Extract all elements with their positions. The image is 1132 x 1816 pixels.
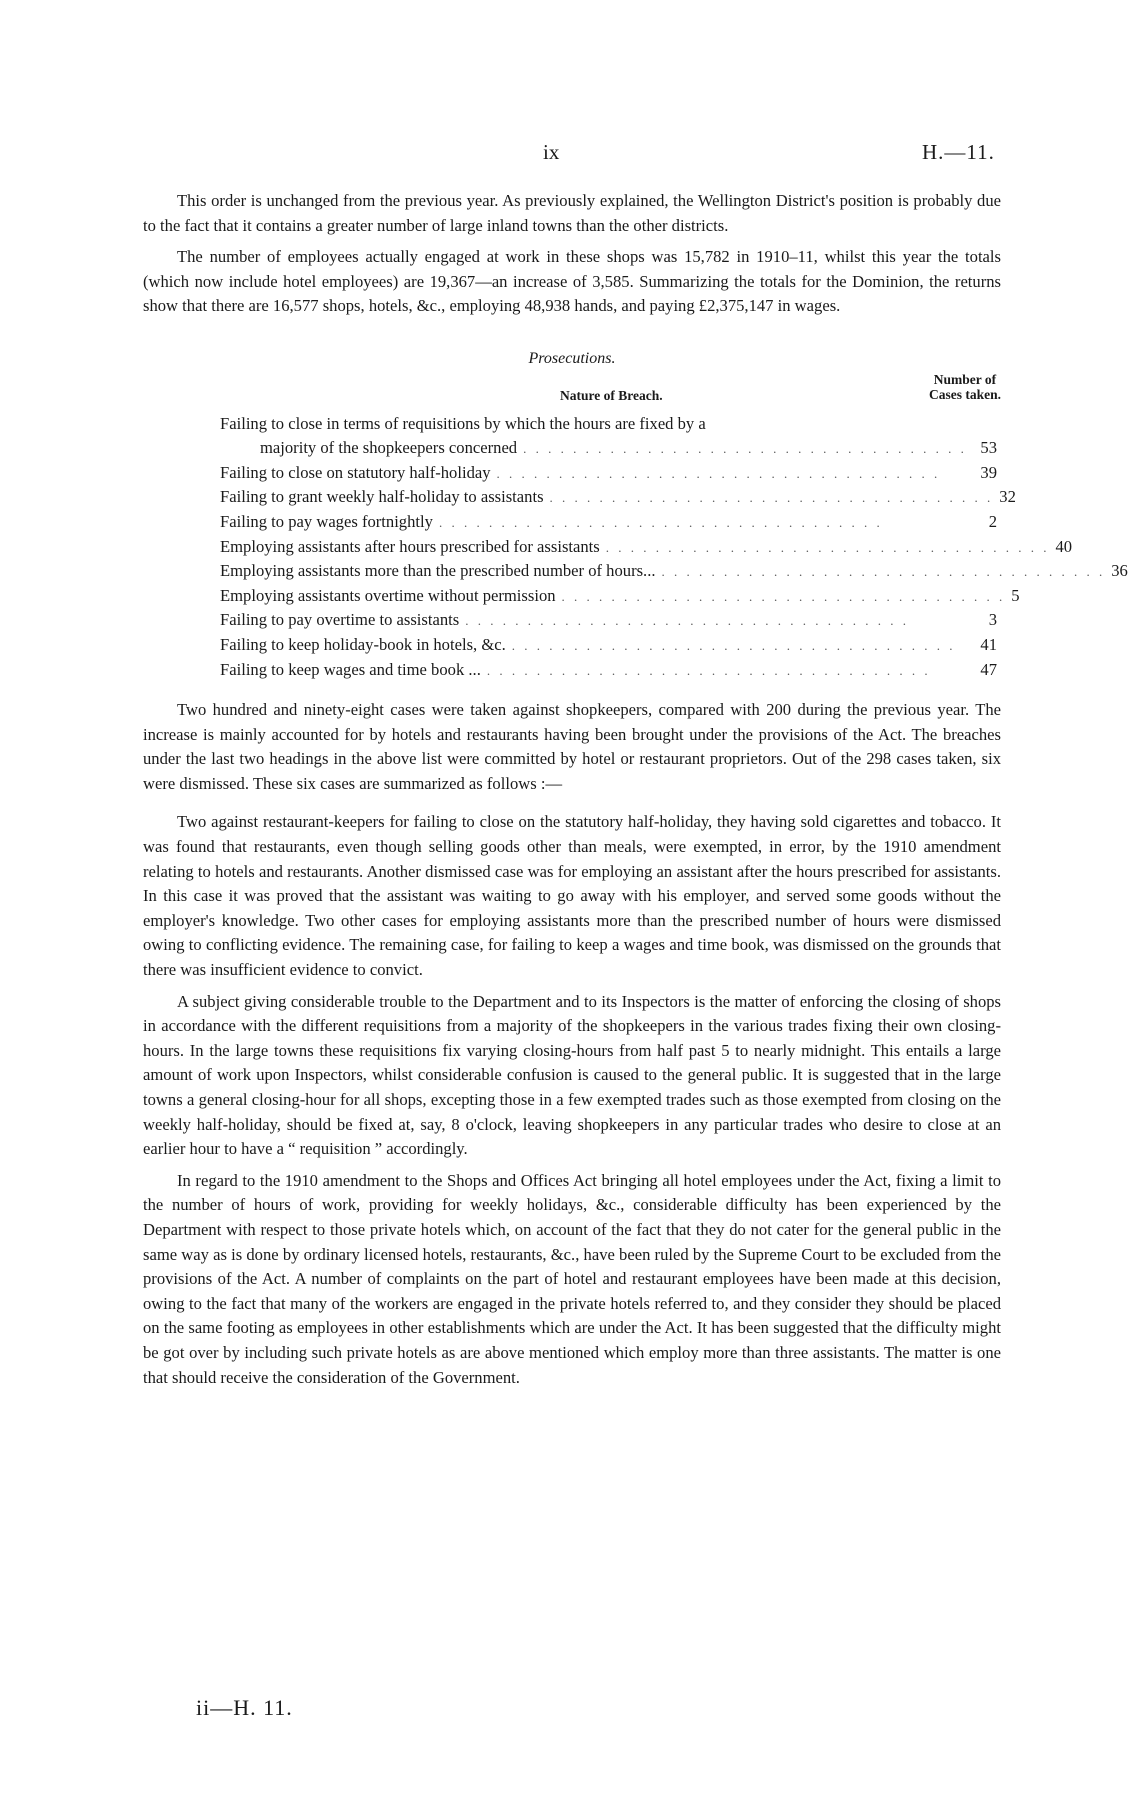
paragraph-private-hotels: In regard to the 1910 amendment to the Shops and Offices Act bringing all hotel employees under the Act, fixing a limit to the number of hours of work, providing for weekly holidays, &c., considerable difficulty has been experienced by the Department with respect to those private hotels which, on account of the fact that they do not cater for the general public in the same way as is done by ordinary licensed hotels, restaurants, &c., have been ruled by the Supreme Court to be excluded from the provisions of the Act. A number of complaints on the part of hotel and restaurant employees have been made at this decision, owing to the fact that many of the workers are engaged in the private hotels referred to, and they consider they should be placed on the same footing as employees in other establishments which are under the Act. It has been suggested that the difficulty might be got over by including such private hotels as are above mentioned which employ more than three assistants. The matter is one that should receive the consideration of the Government. [143,1170,1001,1387]
dot-leader: . . . . . . . . . . . . . . . . . . . . . . . . . . . . . . . . . . . . [465,613,909,629]
paragraph-employee-totals: The number of employees actually engaged at work in these shops was 15,782 in 1910–11, whilst this year the totals (which now include hotel employees) are 19,367—an increase of 3,585. Summarizing the totals for the Dominion, the returns show that there are 16,577 shops, hotels, &c., employing 48,938 hands, and paying £2,375,147 in wages. [143,247,1001,316]
table-row [220,485,1016,510]
case-count: 41 [980,634,997,654]
page-header [0,140,1114,170]
breach-description: Failing to grant weekly half-holiday to assistants [220,487,544,507]
case-count: 2 [988,511,997,531]
prosecutions-table-header [220,371,1001,412]
page-number: ix [543,140,560,164]
breach-description: Employing assistants more than the prescribed number of hours... [220,561,656,581]
breach-description: Failing to keep wages and time book ... [220,659,481,679]
table-row [220,608,1001,633]
case-count: 36 [1111,561,1128,581]
case-count: 3 [988,610,997,630]
dot-leader: . . . . . . . . . . . . . . . . . . . . . . . . . . . . . . . . . . . . [496,465,941,481]
table-row [220,559,1128,584]
dot-leader: . . . . . . . . . . . . . . . . . . . . . . . . . . . . . . . . . . . . [486,662,931,678]
breach-description: Failing to keep holiday-book in hotels, &c. [220,634,506,654]
table-row [220,510,1001,535]
column-header-number [929,372,1001,402]
column-header-number-line1: Number of [933,371,997,387]
document-reference: H.—11. [922,140,995,164]
dot-leader: . . . . . . . . . . . . . . . . . . . . . . . . . . . . . . . . . . . . [661,564,1106,580]
dot-leader: . . . . . . . . . . . . . . . . . . . . . . . . . . . . . . . . . . . . [523,441,967,457]
case-count: 39 [980,462,997,482]
paragraph-closing-hours: A subject giving considerable trouble to the Department and to its Inspectors is the matter of enforcing the closing of shops in accordance with the different requisitions from a majority of the shopkeepers in the various trades fixing their own closing-hours. In the large towns these requisitions fix varying closing-hours from half past 5 to nearly midnight. This entails a large amount of work upon Inspectors, whilst considerable confusion is caused to the general public. It is suggested that in the large towns a general closing-hour for all shops, excepting those in a few exempted trades such as those exempted from closing on the weekly half-holiday, should be fixed at, say, 8 o'clock, leaving shopkeepers in any particular trades who desire to close at an earlier hour to have a “ requisition ” accordingly. [143,991,1001,1159]
signature-mark: ii—H. 11. [196,1695,293,1720]
table-row [220,658,1001,683]
breach-description: Failing to close on statutory half-holiday [220,462,491,482]
case-count: 5 [1011,585,1020,605]
breach-description: Failing to pay wages fortnightly [220,511,433,531]
table-row [220,535,1073,560]
case-count: 53 [980,438,997,458]
section-title-prosecutions: Prosecutions. [528,349,616,367]
case-count: 40 [1055,536,1073,556]
table-row-first-line: Failing to close in terms of requisitions by which the hours are fixed by a [220,413,706,433]
breach-description: majority of the shopkeepers concerned [260,438,518,458]
paragraph-dismissed-cases: Two against restaurant-keepers for failing to close on the statutory half-holiday, they having sold cigarettes and tobacco. It was found that restaurants, even though selling goods other than meals, were exempted, in error, by the 1910 amendment relating to hotels and restaurants. Another dismissed case was for employing an assistant after the hours prescribed for assistants. In this case it was proved that the assistant was waiting to go away with his employer, and served some goods without the employer's knowledge. Two other cases for employing assistants more than the prescribed number of hours were dismissed owing to conflicting evidence. The remaining case, for failing to keep a wages and time book, was dismissed on the grounds that there was insufficient evidence to convict. [143,812,1001,980]
table-row [220,584,1020,609]
prosecutions-table [220,412,1128,683]
dot-leader: . . . . . . . . . . . . . . . . . . . . . . . . . . . . . . . . . . . . [549,490,994,506]
dot-leader: . . . . . . . . . . . . . . . . . . . . . . . . . . . . . . . . . . . . [561,588,1006,604]
paragraph-district-order: This order is unchanged from the previous year. As previously explained, the Wellington District's position is probably due to the fact that it contains a greater number of large inland towns than the other districts. [143,191,1001,235]
table-row [220,633,1001,658]
case-count: 32 [999,487,1016,507]
breach-description: Failing to pay overtime to assistants [220,610,460,630]
column-header-nature: Nature of Breach. [560,387,663,403]
paragraph-cases-taken: Two hundred and ninety-eight cases were taken against shopkeepers, compared with 200 during the previous year. The increase is mainly accounted for by hotels and restaurants having been brought under the provisions of the Act. The breaches under the last two headings in the above list were committed by hotel or restaurant proprietors. Out of the 298 cases taken, six were dismissed. These six cases are summarized as follows :— [143,700,1001,793]
dot-leader: . . . . . . . . . . . . . . . . . . . . . . . . . . . . . . . . . . . . [511,637,956,653]
column-header-number-line2: Cases taken. [928,386,1001,402]
table-row [220,461,1001,486]
breach-description: Employing assistants after hours prescribed for assistants [220,536,600,556]
case-count: 47 [980,659,997,679]
dot-leader: . . . . . . . . . . . . . . . . . . . . . . . . . . . . . . . . . . . . [605,539,1050,555]
table-row [220,436,1001,461]
breach-description: Employing assistants overtime without permission [220,585,556,605]
page-body [143,189,1128,1397]
dot-leader: . . . . . . . . . . . . . . . . . . . . . . . . . . . . . . . . . . . . [438,514,883,530]
